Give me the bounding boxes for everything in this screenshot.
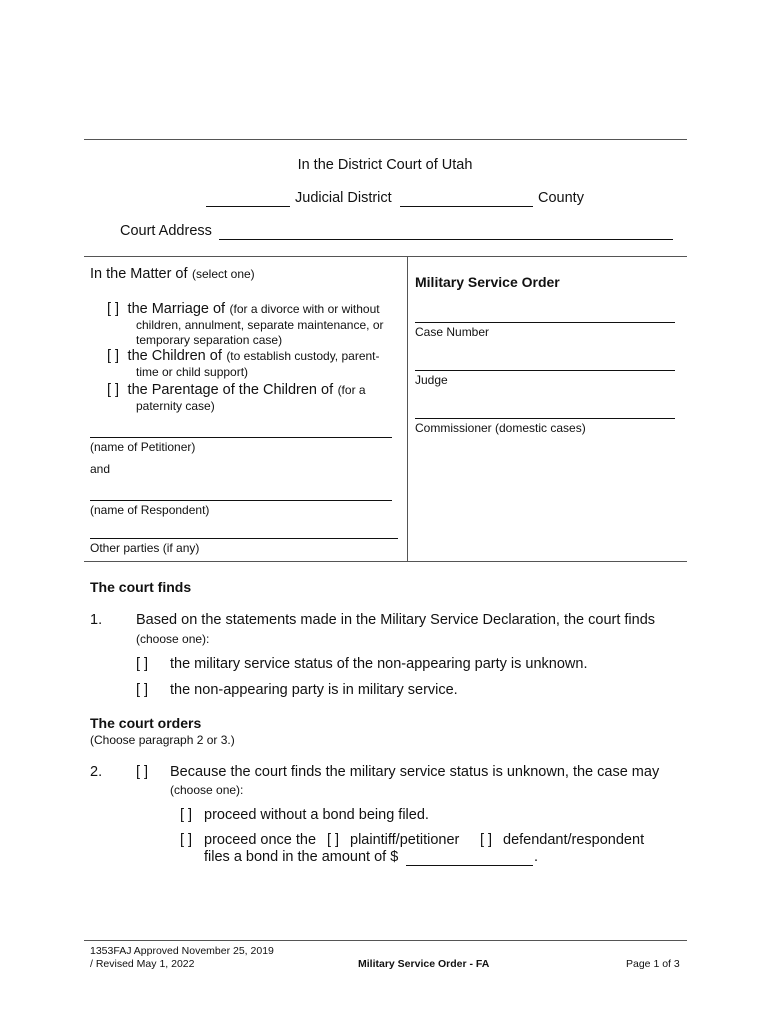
judicial-district-field[interactable] [206, 206, 290, 207]
option-children-hint-cont: time or child support) [136, 365, 249, 379]
county-field[interactable] [400, 206, 533, 207]
checkbox-children[interactable]: [ ] [107, 348, 120, 364]
findings-heading: The court finds [90, 579, 192, 595]
caption-top-rule [84, 256, 687, 257]
case-number-field[interactable] [415, 322, 675, 323]
plaintiff-label: plaintiff/petitioner [350, 832, 460, 848]
checkbox-in-service[interactable]: [ ] [136, 682, 149, 698]
footer-page: Page 1 of 3 [626, 958, 680, 970]
court-address-label: Court Address [120, 223, 212, 239]
no-bond-text: proceed without a bond being filed. [204, 807, 429, 823]
judge-label: Judge [415, 373, 448, 387]
matter-label: In the Matter of [90, 266, 188, 282]
checkbox-marriage[interactable]: [ ] [107, 301, 120, 317]
footer-rule [84, 940, 687, 941]
checkbox-with-bond[interactable]: [ ] [180, 832, 193, 848]
checkbox-no-bond[interactable]: [ ] [180, 807, 193, 823]
matter-heading [90, 265, 255, 283]
in-service-text: the non-appearing party is in military service. [170, 682, 458, 698]
option-parentage-hint: (for a [337, 383, 366, 397]
footer-form-id: 1353FAJ Approved November 25, 2019 [90, 945, 274, 957]
checkbox-item2[interactable]: [ ] [136, 764, 149, 780]
court-address-field[interactable] [219, 239, 673, 240]
defendant-label: defendant/respondent [503, 832, 645, 848]
respondent-label: (name of Respondent) [90, 503, 210, 517]
checkbox-status-unknown[interactable]: [ ] [136, 656, 149, 672]
option-parentage-hint-cont: paternity case) [136, 399, 215, 413]
court-title: In the District Court of Utah [297, 157, 473, 173]
top-rule [84, 139, 687, 140]
item1-text: Based on the statements made in the Military Service Declaration, the court finds [136, 612, 656, 628]
option-marriage-label: the Marriage of [127, 301, 226, 317]
item2-hint: (choose one): [170, 783, 244, 797]
judicial-district-label: Judicial District [295, 190, 392, 206]
item2-text: Because the court finds the military service status is unknown, the case may [170, 764, 660, 780]
with-bond-text: proceed once the [204, 832, 317, 848]
option-marriage-hint-cont-2: temporary separation case) [136, 333, 283, 347]
orders-heading: The court orders [90, 715, 202, 731]
other-parties-label: Other parties (if any) [90, 541, 200, 555]
status-unknown-text: the military service status of the non-appearing party is unknown. [170, 656, 588, 672]
and-label: and [90, 462, 111, 476]
option-parentage [107, 381, 366, 399]
bond-amount-text: files a bond in the amount of $ [204, 849, 399, 865]
item2-number: 2. [90, 764, 103, 780]
footer-doc-name: Military Service Order - FA [358, 958, 490, 970]
county-label: County [538, 190, 584, 206]
commissioner-label: Commissioner (domestic cases) [415, 421, 586, 435]
caption-bottom-rule [84, 561, 687, 562]
bond-amount-period: . [534, 849, 539, 865]
footer-revised: / Revised May 1, 2022 [90, 958, 195, 970]
caption-divider [407, 256, 408, 561]
checkbox-parentage[interactable]: [ ] [107, 382, 120, 398]
option-parentage-label: the Parentage of the Children of [127, 382, 334, 398]
petitioner-label: (name of Petitioner) [90, 440, 196, 454]
judge-field[interactable] [415, 370, 675, 371]
respondent-field[interactable] [90, 500, 392, 501]
checkbox-plaintiff[interactable]: [ ] [327, 832, 340, 848]
option-marriage-hint-cont-1: children, annulment, separate maintenance, or [136, 318, 384, 332]
checkbox-defendant[interactable]: [ ] [480, 832, 493, 848]
option-marriage-hint: (for a divorce with or without [229, 302, 380, 316]
case-number-label: Case Number [415, 325, 490, 339]
option-children [107, 347, 380, 365]
item1-number: 1. [90, 612, 103, 628]
commissioner-field[interactable] [415, 418, 675, 419]
option-children-label: the Children of [127, 348, 222, 364]
option-children-hint: (to establish custody, parent- [226, 349, 380, 363]
other-parties-field[interactable] [90, 538, 398, 539]
petitioner-field[interactable] [90, 437, 392, 438]
orders-hint: (Choose paragraph 2 or 3.) [90, 733, 235, 747]
option-marriage [107, 300, 380, 318]
bond-amount-field[interactable] [406, 865, 533, 866]
document-title: Military Service Order [415, 274, 560, 290]
matter-hint: (select one) [191, 267, 255, 281]
item1-hint: (choose one): [136, 632, 210, 646]
